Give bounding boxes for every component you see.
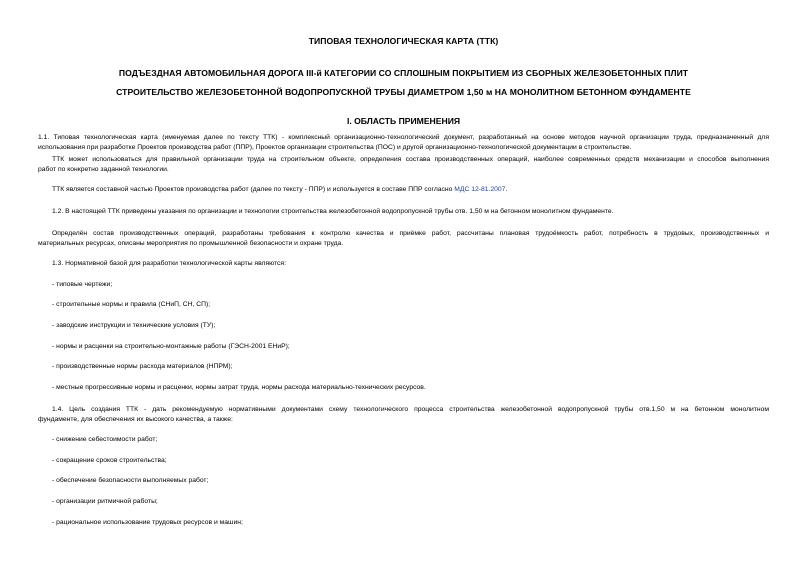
paragraph-composition — [38, 229, 769, 249]
list-item: - строительные нормы и правила (СНиП, СН, СП); — [52, 301, 211, 308]
document-title: ТИПОВАЯ ТЕХНОЛОГИЧЕСКАЯ КАРТА (ТТК) — [308, 36, 499, 46]
list-item: - производственные нормы расхода материалов (НПРМ); — [52, 363, 233, 370]
paragraph-line: работ по конкретно заданной технологии. — [38, 166, 169, 173]
paragraph-line: 1.4. Цель создания ТТК - дать рекомендуемую нормативными документами схему технологического процесса строительства железобетонной водопропускной трубы отв.1,50 м на бетонном монолитном — [52, 406, 769, 413]
list-item: - снижение себестоимости работ; — [52, 436, 158, 443]
document-subtitle: ПОДЪЕЗДНАЯ АВТОМОБИЛЬНАЯ ДОРОГА III-й КАТЕГОРИИ СО СПЛОШНЫМ ПОКРЫТИЕМ ИЗ СБОРНЫХ ЖЕЛЕЗОБЕТОННЫХ ПЛИТ — [118, 68, 689, 78]
list-item: - нормы и расценки на строительно-монтажные работы (ГЭСН-2001 ЕНиР); — [52, 343, 290, 350]
paragraph-line: 1.1. Типовая технологическая карта (именуемая далее по тексту ТТК) - комплексный организационно-технологический документ, разработанный на основе методов научной организации труда, предназначенный для — [38, 134, 769, 141]
list-item: - заводские инструкции и технические условия (ТУ); — [52, 322, 216, 329]
paragraph-line: использования при разработке Проектов производства работ (ППР), Проектов организации строительства (ПОС) и другой организационно-технологической документации в строительстве. — [38, 144, 632, 151]
section-heading: I. ОБЛАСТЬ ПРИМЕНЕНИЯ — [346, 116, 461, 126]
paragraph-1-3: 1.3. Нормативной базой для разработки технологической карты являются: — [52, 260, 286, 267]
list-item: - организации ритмичной работы; — [52, 498, 158, 505]
paragraph-ppr — [52, 185, 507, 195]
list-item: - сокращение сроков строительства; — [52, 457, 167, 464]
paragraph-usage — [38, 155, 769, 175]
document-subtitle-2: СТРОИТЕЛЬСТВО ЖЕЛЕЗОБЕТОННОЙ ВОДОПРОПУСКНОЙ ТРУБЫ ДИАМЕТРОМ 1,50 м НА МОНОЛИТНОМ БЕТОННОМ ФУНДАМЕНТЕ — [116, 87, 691, 97]
paragraph-line: материальных ресурсах, описаны мероприятия по промышленной безопасности и охране труда. — [38, 240, 344, 247]
list-item: - типовые чертежи; — [52, 281, 113, 288]
paragraph-line: Определён состав производственных операций, разработаны требования к контролю качества и приёмке работ, рассчитаны плановая трудоёмкость работ, потребность в трудовых, производственных и — [52, 230, 769, 237]
list-item: - обеспечение безопасности выполняемых работ; — [52, 477, 209, 484]
paragraph-1-2: 1.2. В настоящей ТТК приведены указания по организации и технологии строительства железобетонной водопропускной трубы отв. 1,50 м на бетонном монолитном фундаменте. — [52, 208, 614, 215]
paragraph-text-end: . — [505, 186, 508, 193]
paragraph-text: ТТК является составной частью Проектов производства работ (далее по тексту - ППР) и используется в составе ППР согласно — [52, 186, 455, 193]
paragraph-line: фундаменте, для обеспечения их высокого качества, а также: — [38, 416, 233, 423]
mds-link[interactable]: МДС 12-81.2007 — [454, 186, 506, 193]
list-item: - рациональное использование трудовых ресурсов и машин; — [52, 519, 243, 526]
paragraph-1-1 — [38, 133, 769, 153]
paragraph-line: ТТК может использоваться для правильной организации труда на строительном объекте, определения состава производственных операций, наиболее современных средств механизации и способов выполнения — [52, 156, 769, 163]
list-item: - местные прогрессивные нормы и расценки, нормы затрат труда, нормы расхода материально-технических ресурсов. — [52, 384, 426, 391]
paragraph-1-4 — [38, 405, 769, 425]
